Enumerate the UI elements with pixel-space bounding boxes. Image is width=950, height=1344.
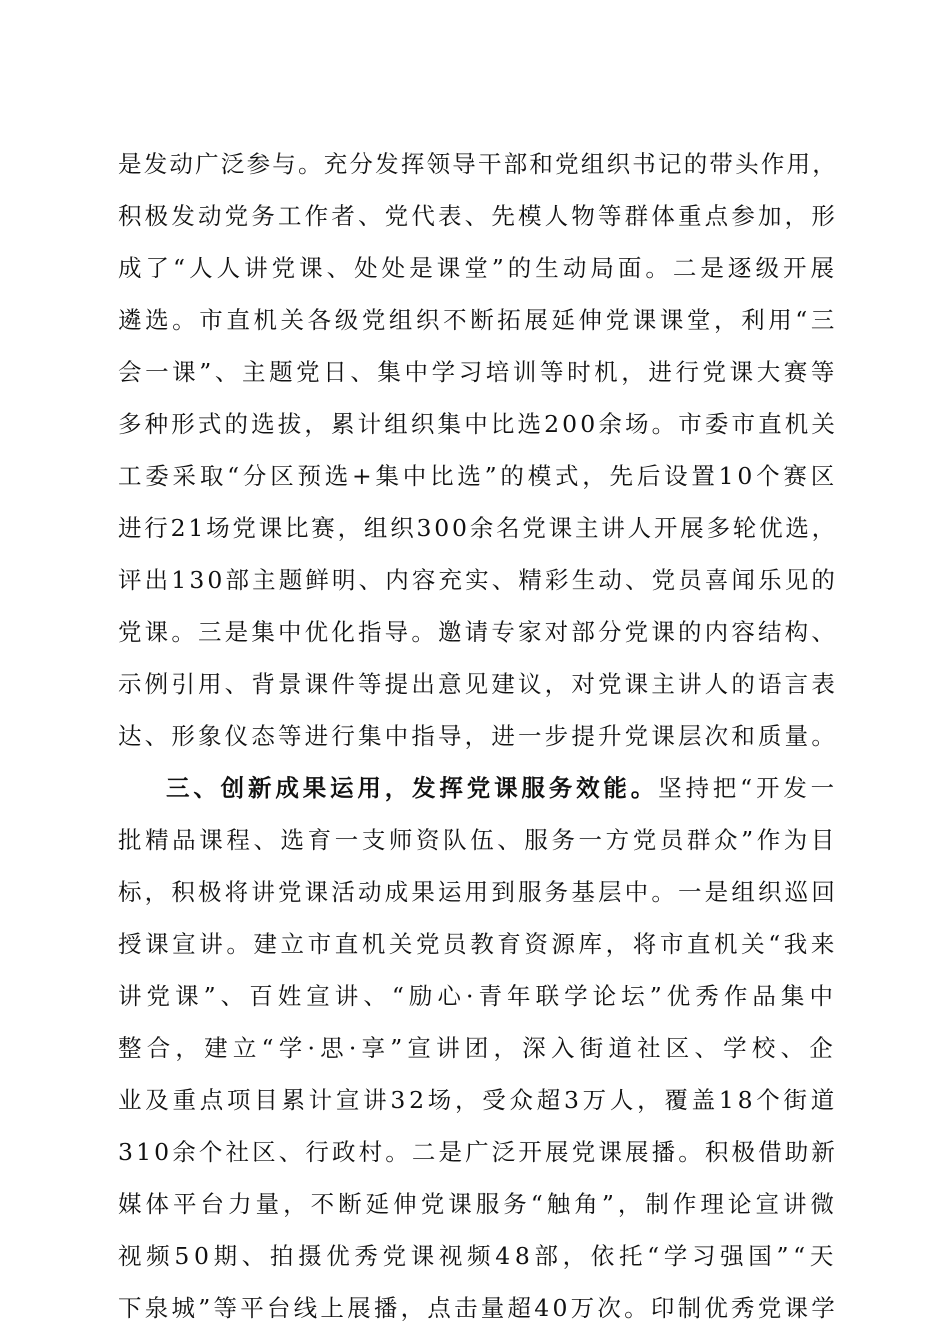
text-line <box>118 554 838 606</box>
line-text: 党课。三是集中优化指导。邀请专家对部分党课的内容结构、 <box>118 618 838 646</box>
text-line <box>118 710 838 762</box>
text-line <box>118 658 838 710</box>
text-line <box>118 242 838 294</box>
text-line <box>118 450 838 502</box>
text-line <box>118 866 838 918</box>
line-text: 标，积极将讲党课活动成果运用到服务基层中。一是组织巡回 <box>118 878 838 906</box>
text-line <box>118 1126 838 1178</box>
text-line <box>118 606 838 658</box>
line-text: 批精品课程、选育一支师资队伍、服务一方党员群众”作为目 <box>118 826 838 854</box>
line-text: 多种形式的选拔，累计组织集中比选200余场。市委市直机关 <box>118 410 838 438</box>
line-text: 示例引用、背景课件等提出意见建议，对党课主讲人的语言表 <box>118 670 838 698</box>
text-line <box>118 138 838 190</box>
line-text: 下泉城”等平台线上展播，点击量超40万次。印制优秀党课学 <box>118 1294 838 1322</box>
line-text: 授课宣讲。建立市直机关党员教育资源库，将市直机关“我来 <box>118 930 838 958</box>
text-line <box>118 1230 838 1282</box>
line-text: 业及重点项目累计宣讲32场，受众超3万人，覆盖18个街道 <box>118 1086 838 1114</box>
line-text: 达、形象仪态等进行集中指导，进一步提升党课层次和质量。 <box>118 722 838 750</box>
text-line <box>118 970 838 1022</box>
text-line <box>118 190 838 242</box>
text-line <box>118 294 838 346</box>
line-text: 积极发动党务工作者、党代表、先模人物等群体重点参加，形 <box>118 202 838 230</box>
body-text <box>118 138 838 1334</box>
text-line <box>118 814 838 866</box>
line-text: 整合，建立“学·思·享”宣讲团，深入街道社区、学校、企 <box>118 1034 838 1062</box>
line-text: 310余个社区、行政村。二是广泛开展党课展播。积极借助新 <box>118 1138 838 1166</box>
text-line <box>118 346 838 398</box>
text-line <box>118 1074 838 1126</box>
line-text: 成了“人人讲党课、处处是课堂”的生动局面。二是逐级开展 <box>118 254 838 282</box>
text-line <box>118 398 838 450</box>
line-text: 工委采取“分区预选+集中比选”的模式，先后设置10个赛区 <box>118 462 838 490</box>
line-text: 会一课”、主题党日、集中学习培训等时机，进行党课大赛等 <box>118 358 838 386</box>
text-line <box>118 1282 838 1334</box>
text-line <box>118 918 838 970</box>
text-line <box>118 1178 838 1230</box>
text-line <box>118 762 838 814</box>
line-text: 讲党课”、百姓宣讲、“励心·青年联学论坛”优秀作品集中 <box>118 982 838 1010</box>
line-text: 评出130部主题鲜明、内容充实、精彩生动、党员喜闻乐见的 <box>118 566 838 594</box>
section-heading: 三、创新成果运用，发挥党课服务效能。 <box>166 774 659 802</box>
line-text: 视频50期、拍摄优秀党课视频48部，依托“学习强国”“天 <box>118 1242 838 1270</box>
text-line <box>118 1022 838 1074</box>
line-text: 遴选。市直机关各级党组织不断拓展延伸党课课堂，利用“三 <box>118 306 838 334</box>
text-line <box>118 502 838 554</box>
line-text: 进行21场党课比赛，组织300余名党课主讲人开展多轮优选， <box>118 514 838 542</box>
line-text: 坚持把“开发一 <box>658 774 838 802</box>
line-text: 媒体平台力量，不断延伸党课服务“触角”，制作理论宣讲微 <box>118 1190 838 1218</box>
line-text: 是发动广泛参与。充分发挥领导干部和党组织书记的带头作用， <box>118 150 838 178</box>
